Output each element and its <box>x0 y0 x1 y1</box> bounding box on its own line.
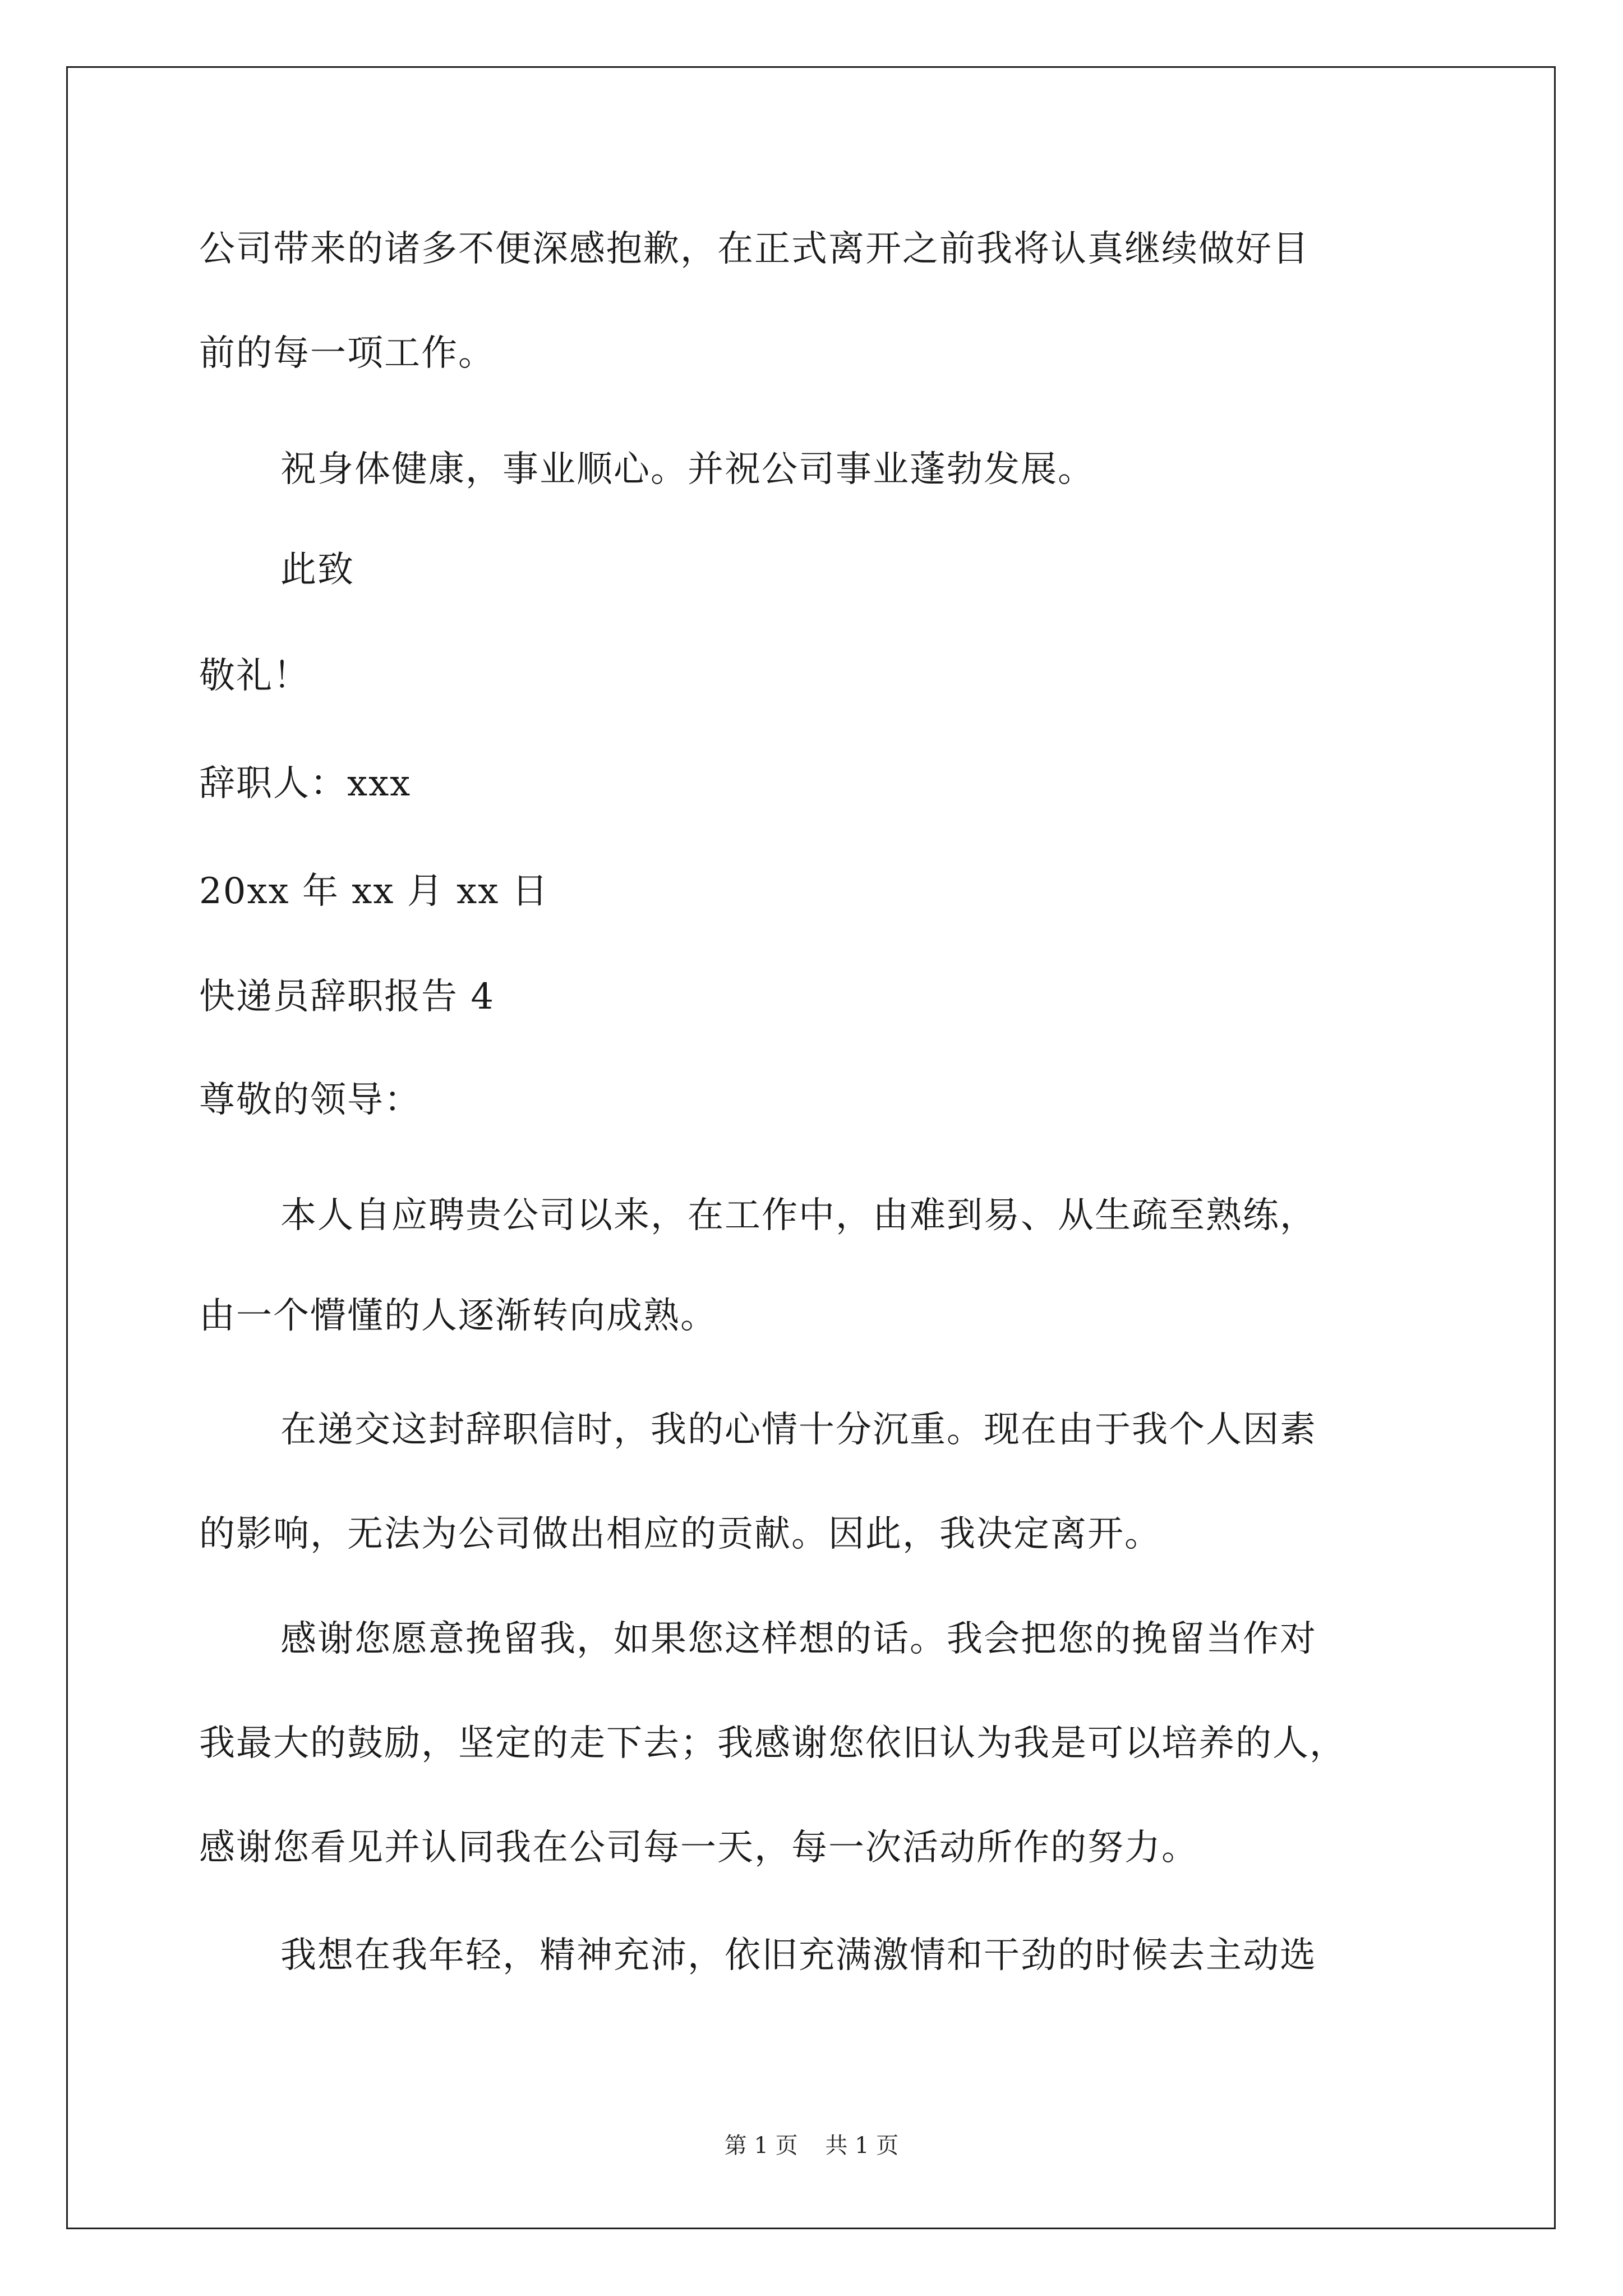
body-line-3: 祝身体健康，事业顺心。并祝公司事业蓬勃发展。 <box>280 449 1095 490</box>
body-line-11: 由一个懵懂的人逐渐转向成熟。 <box>199 1295 717 1337</box>
page-number-total: 共 1 页 <box>825 2133 899 2159</box>
page-number-current: 第 1 页 <box>724 2133 798 2159</box>
closing-regards: 敬礼！ <box>199 655 310 697</box>
body-line-14: 感谢您愿意挽留我，如果您这样想的话。我会把您的挽留当作对 <box>280 1618 1317 1660</box>
body-line-16: 感谢您看见并认同我在公司每一天，每一次活动所作的努力。 <box>199 1827 1198 1869</box>
body-line-10: 本人自应聘贵公司以来，在工作中，由难到易、从生疏至熟练， <box>280 1195 1317 1236</box>
section-title: 快递员辞职报告 4 <box>199 976 495 1018</box>
date-line: 20xx 年 xx 月 xx 日 <box>199 871 549 912</box>
body-line-1: 公司带来的诸多不便深感抱歉，在正式离开之前我将认真继续做好目 <box>199 228 1310 270</box>
page-border <box>66 66 1556 2229</box>
body-line-13: 的影响，无法为公司做出相应的贡献。因此，我决定离开。 <box>199 1513 1161 1555</box>
body-line-2: 前的每一项工作。 <box>199 333 495 374</box>
page-footer <box>0 2132 1623 2160</box>
signature-line: 辞职人：xxx <box>199 763 412 804</box>
body-line-12: 在递交这封辞职信时，我的心情十分沉重。现在由于我个人因素 <box>280 1409 1317 1451</box>
greeting-line: 尊敬的领导： <box>199 1079 421 1121</box>
body-line-15: 我最大的鼓励，坚定的走下去；我感谢您依旧认为我是可以培养的人， <box>199 1723 1347 1764</box>
closing-salutation: 此致 <box>280 549 354 591</box>
body-line-17: 我想在我年轻，精神充沛，依旧充满激情和干劲的时候去主动选 <box>280 1935 1317 1976</box>
